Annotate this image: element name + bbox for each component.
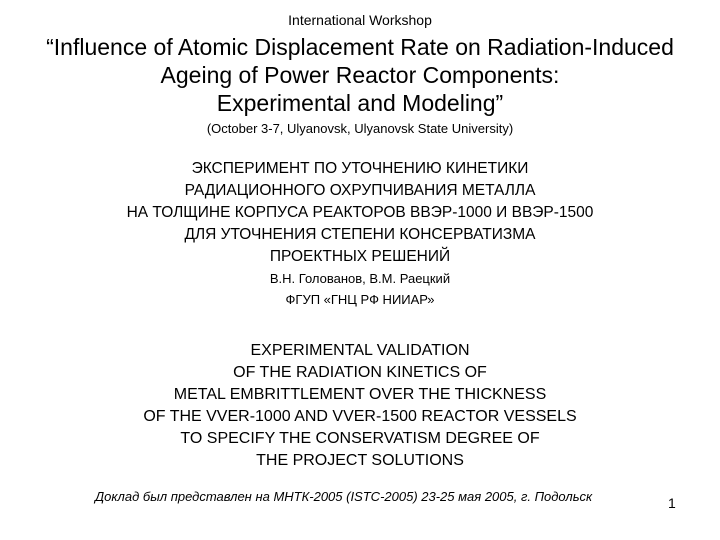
workshop-title <box>0 33 720 117</box>
english-title-line: OF THE VVER-1000 AND VVER-1500 REACTOR VESSELS <box>143 408 577 425</box>
english-report-title <box>0 340 720 472</box>
workshop-title-line: “Influence of Atomic Displacement Rate on Radiation-Induced <box>46 34 674 60</box>
russian-title-line: РАДИАЦИОННОГО ОХРУПЧИВАНИЯ МЕТАЛЛА <box>184 182 536 199</box>
footer-note: Доклад был представлен на МНТК-2005 (ISTC-2005) 23-25 мая 2005, г. Подольск <box>95 489 593 504</box>
organization: ФГУП «ГНЦ РФ НИИАР» <box>285 292 435 307</box>
russian-title-line: ЭКСПЕРИМЕНТ ПО УТОЧНЕНИЮ КИНЕТИКИ <box>191 160 529 177</box>
authors: В.Н. Голованов, В.М. Раецкий <box>269 271 451 286</box>
russian-title-line: НА ТОЛЩИНЕ КОРПУСА РЕАКТОРОВ ВВЭР-1000 И ВВЭР-1500 <box>126 204 594 221</box>
english-title-line: THE PROJECT SOLUTIONS <box>256 452 464 469</box>
english-title-line: EXPERIMENTAL VALIDATION <box>250 342 470 359</box>
english-title-line: METAL EMBRITTLEMENT OVER THE THICKNESS <box>173 386 547 403</box>
workshop-title-line: Ageing of Power Reactor Components: <box>160 62 560 88</box>
russian-title-line: ПРОЕКТНЫХ РЕШЕНИЙ <box>269 248 451 265</box>
workshop-dates: (October 3-7, Ulyanovsk, Ulyanovsk State University) <box>206 121 514 136</box>
english-title-line: OF THE RADIATION KINETICS OF <box>233 364 487 381</box>
workshop-title-line: Experimental and Modeling” <box>216 90 504 116</box>
page-number: 1 <box>668 495 676 511</box>
english-title-line: TO SPECIFY THE CONSERVATISM DEGREE OF <box>180 430 540 447</box>
russian-title-line: ДЛЯ УТОЧНЕНИЯ СТЕПЕНИ КОНСЕРВАТИЗМА <box>184 226 536 243</box>
russian-report-title <box>0 158 720 268</box>
workshop-label: International Workshop <box>288 12 432 28</box>
